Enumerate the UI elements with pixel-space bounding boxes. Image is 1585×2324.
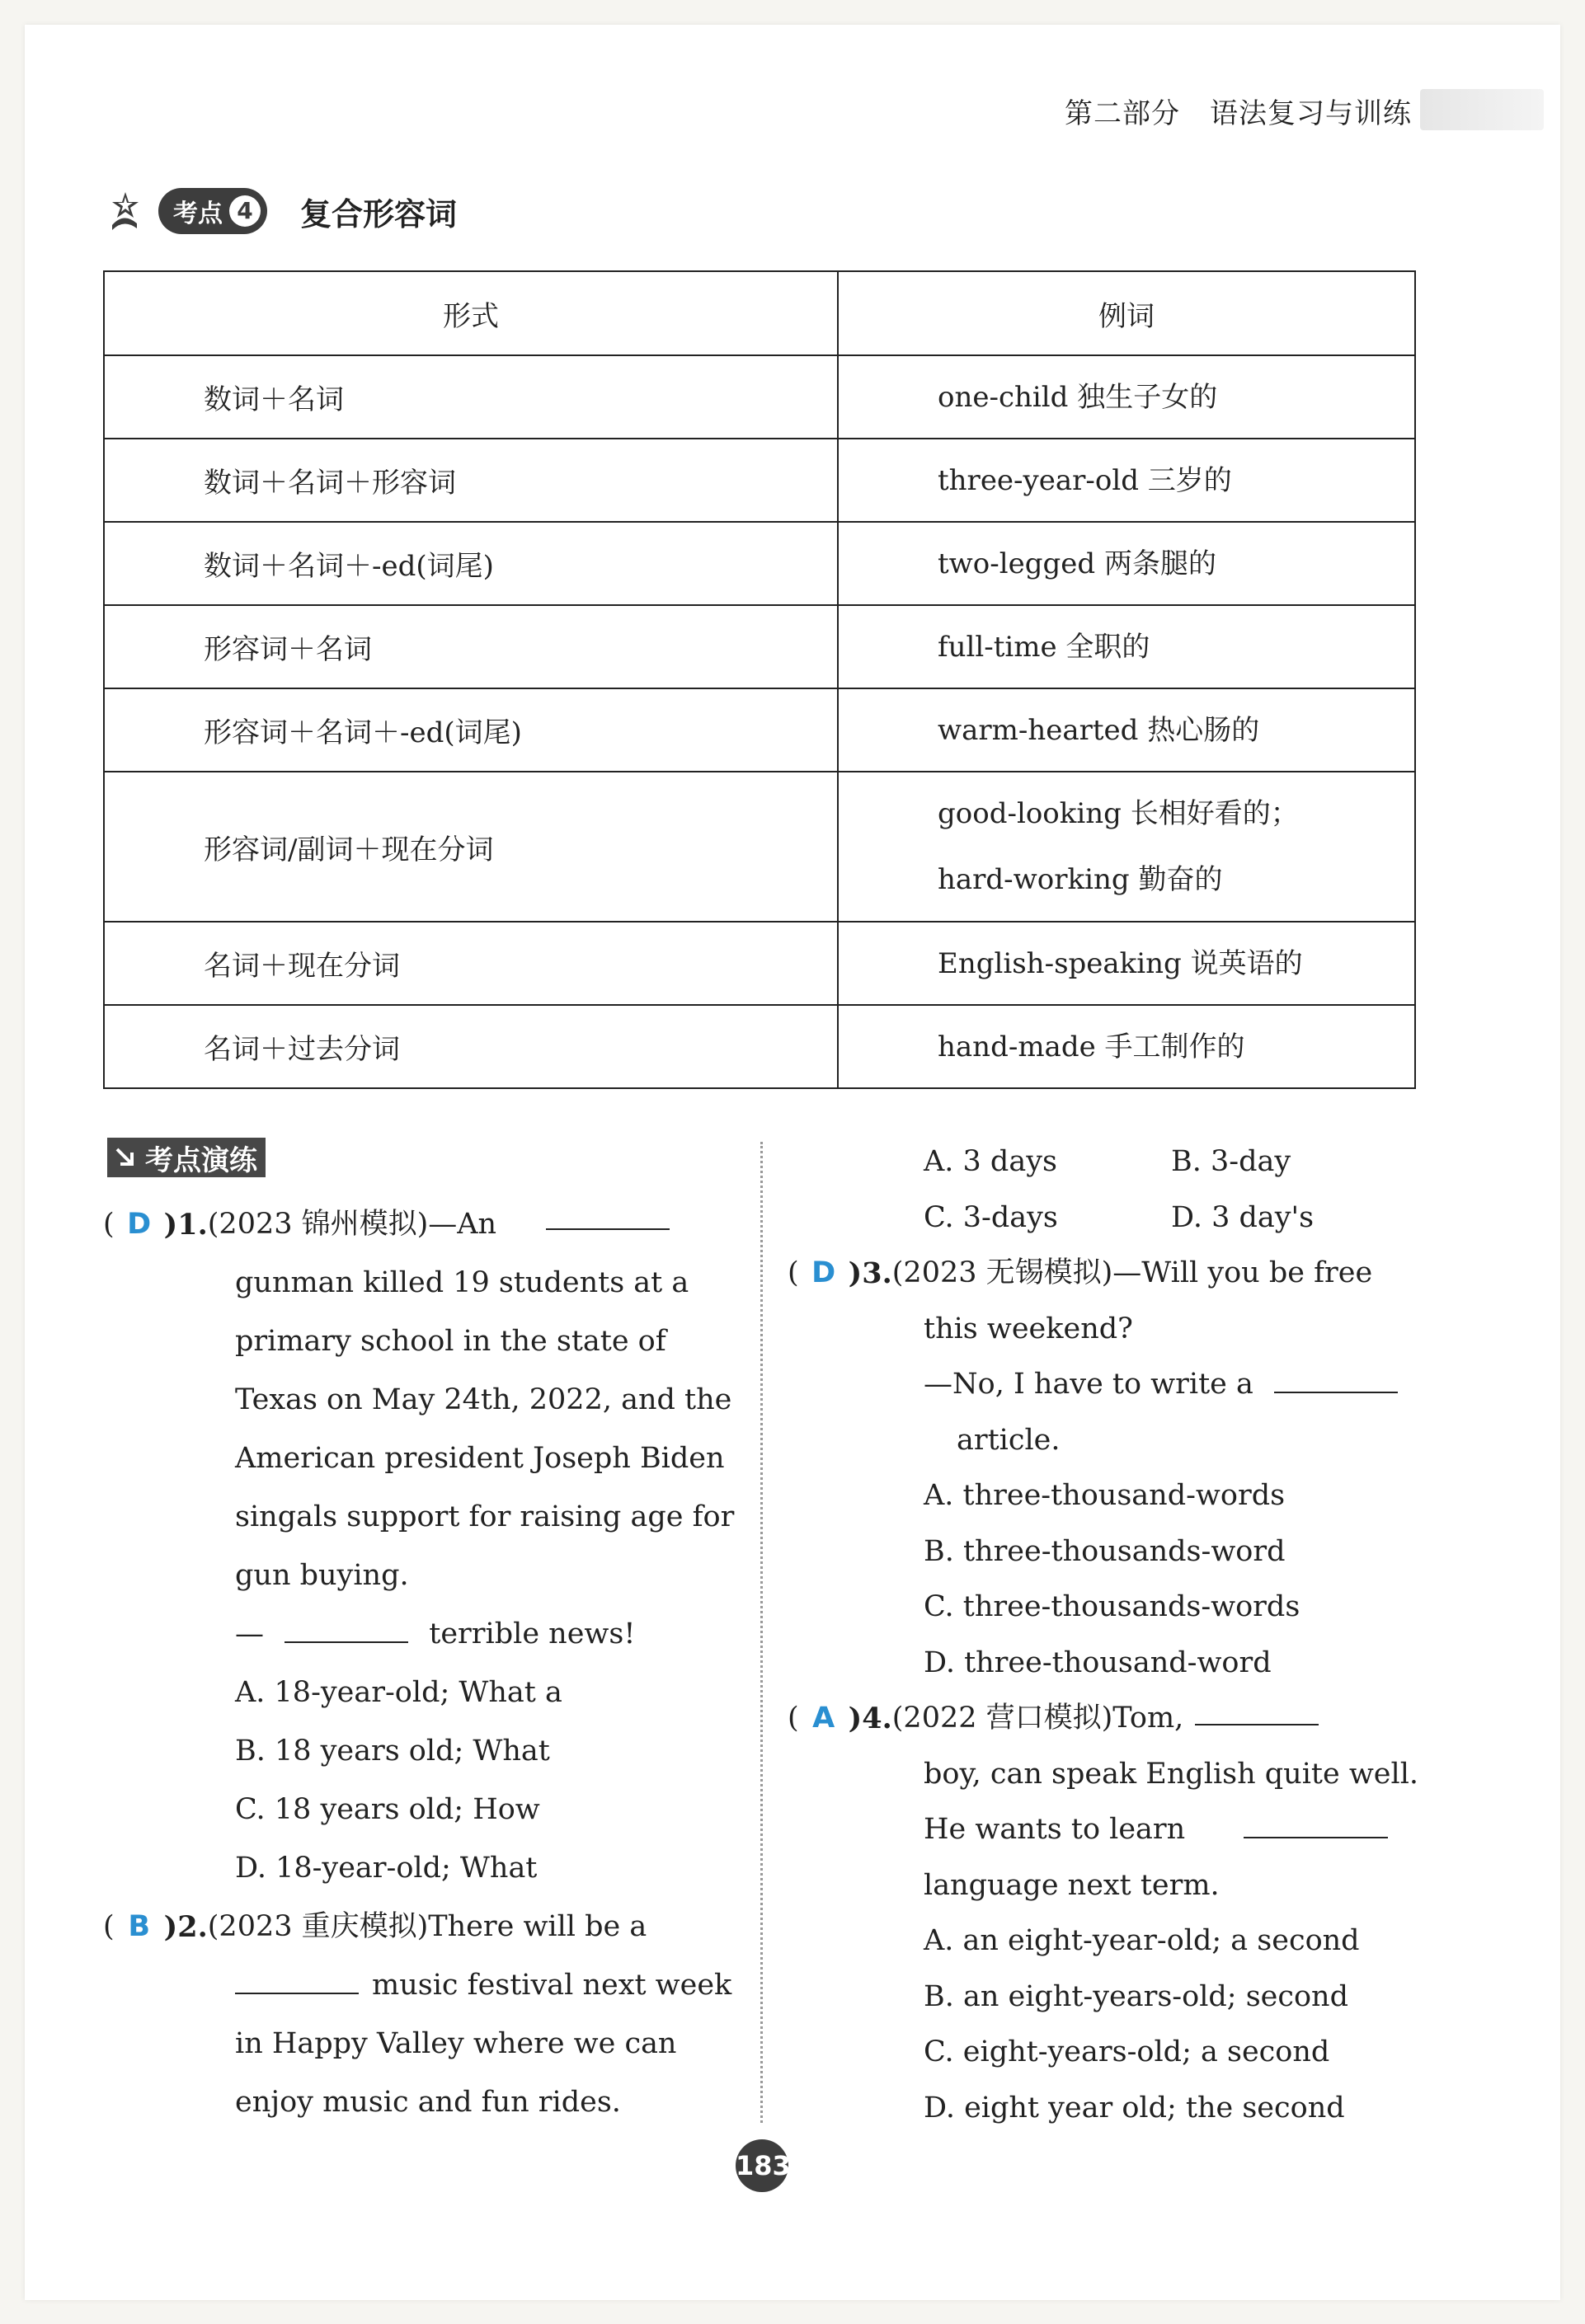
example-text: two-legged 两条腿的 [938,547,1216,580]
left-column [103,1195,738,2132]
question-3 [788,1246,1423,1691]
question-line: enjoy music and fun rides. [235,2086,621,2119]
example-text: hand-made 手工制作的 [938,1030,1245,1063]
answer-blank [285,1608,408,1643]
question-number: )4. [848,1702,892,1735]
option-row [788,1134,1423,1190]
table-header-example: 例词 [838,271,1415,355]
option: B. three-thousands-word [924,1534,1286,1568]
reply-dash: — [235,1617,264,1650]
option: D. 18-year-old; What [235,1852,538,1885]
option: A. 3 days [924,1145,1057,1178]
table-cell-example [838,605,1415,688]
table-cell-example [838,688,1415,772]
table-cell-example [838,922,1415,1005]
paren-open: ( [788,1702,799,1735]
question-line: boy, can speak English quite well. [924,1757,1419,1791]
option: A. three-thousand-words [924,1479,1286,1512]
question-number: )2. [163,1910,208,1944]
example-text: hard-working 勤奋的 [938,863,1223,896]
option: C. 18 years old; How [235,1793,540,1826]
header-title: 语法复习与训练 [1210,97,1412,130]
option: D. eight year old; the second [924,2091,1345,2124]
kaodian-number: 4 [229,195,261,227]
question-number: )3. [848,1256,892,1290]
question-line: (2023 锦州模拟)—An [207,1208,497,1241]
answer-2: B [128,1910,150,1943]
table-cell-example [838,772,1415,922]
exercise-heading [107,1138,266,1177]
option: D. three-thousand-word [924,1646,1272,1679]
arrow-down-right-icon [111,1143,140,1172]
section-title: 复合形容词 [300,195,458,232]
table-row [104,772,1415,922]
table-row [104,439,1415,522]
example-text: good-looking 长相好看的； [938,797,1299,830]
example-text: warm-hearted 热心肠的 [938,713,1260,747]
table-row [104,355,1415,439]
table-cell-form: 形容词/副词＋现在分词 [104,772,838,922]
table-cell-example [838,522,1415,605]
option: A. an eight-year-old; a second [924,1924,1360,1957]
question-line: singals support for raising age for [235,1500,735,1533]
question-1 [103,1195,738,1898]
example-text: one-child 独生子女的 [938,380,1218,414]
table-cell-form: 形容词＋名词＋-ed(词尾) [104,688,838,772]
option: C. eight-years-old; a second [924,2035,1330,2068]
table-cell-form: 名词＋过去分词 [104,1005,838,1088]
page-number: 183 [736,2139,788,2192]
table-cell-form: 数词＋名词＋-ed(词尾) [104,522,838,605]
option: B. 3-day [1171,1145,1291,1178]
question-line: —No, I have to write a [924,1368,1253,1401]
example-text: full-time 全职的 [938,630,1150,664]
reply-line [103,1605,738,1664]
option-row [788,1190,1423,1247]
question-line: American president Joseph Biden [235,1442,725,1475]
header-decoration [1420,89,1544,130]
table-row [104,922,1415,1005]
question-number: )1. [163,1208,208,1242]
table-header-form: 形式 [104,271,838,355]
question-2 [103,1898,738,2132]
question-line: this weekend? [924,1312,1133,1345]
question-line-with-blank [788,1357,1423,1413]
kaodian-label: 考点 [173,200,223,228]
option: C. three-thousands-words [924,1590,1300,1623]
question-line: in Happy Valley where we can [235,2027,677,2060]
question-line: primary school in the state of [235,1325,666,1358]
reply-text: terrible news! [429,1617,636,1650]
table-header-row [104,271,1415,355]
answer-blank [1195,1691,1319,1725]
question-line: article. [957,1423,1061,1457]
question-line-with-blank [103,1956,738,2015]
table-cell-example [838,1005,1415,1088]
answer-4: A [812,1702,835,1735]
paren-open: ( [788,1256,799,1289]
right-column [788,1134,1423,2136]
table-cell-form: 形容词＋名词 [104,605,838,688]
table-cell-form: 名词＋现在分词 [104,922,838,1005]
option: B. an eight-years-old; second [924,1979,1349,2013]
question-4 [788,1691,1423,2136]
reading-star-icon [107,187,155,235]
running-header [1065,91,1412,131]
column-divider [760,1142,763,2123]
option: D. 3 day's [1171,1200,1315,1234]
example-text: English-speaking 说英语的 [938,946,1303,980]
compound-adjective-table [103,270,1416,1089]
question-line-with-blank [788,1802,1423,1858]
question-line: Texas on May 24th, 2022, and the [235,1383,732,1416]
table-row [104,605,1415,688]
section-heading [107,186,457,236]
answer-blank [1244,1804,1388,1838]
example-text: three-year-old 三岁的 [938,463,1232,497]
option: A. 18-year-old; What a [235,1676,562,1709]
table-cell-form: 数词＋名词＋形容词 [104,439,838,522]
question-line: music festival next week [372,1969,732,2002]
question-line: (2023 无锡模拟)—Will you be free [891,1256,1373,1289]
table-row [104,1005,1415,1088]
question-line: gunman killed 19 students at a [235,1266,689,1299]
option: C. 3-days [924,1200,1058,1234]
paren-open: ( [103,1208,115,1241]
answer-blank [235,1960,359,1994]
header-part: 第二部分 [1065,97,1180,130]
table-row [104,522,1415,605]
table-cell-example [838,355,1415,439]
answer-blank [546,1195,670,1230]
option: B. 18 years old; What [235,1735,550,1768]
table-cell-example [838,439,1415,522]
question-line: He wants to learn [924,1813,1186,1846]
paren-open: ( [103,1910,115,1943]
answer-1: D [127,1208,152,1241]
table-cell-form: 数词＋名词 [104,355,838,439]
question-line: (2022 营口模拟)Tom, [891,1702,1184,1735]
question-line: (2023 重庆模拟)There will be a [207,1910,647,1943]
answer-3: D [811,1256,836,1289]
kaodian-badge [158,188,267,234]
question-line: gun buying. [235,1559,409,1592]
answer-blank [1274,1359,1398,1393]
question-line: language next term. [924,1868,1220,1902]
exercise-title: 考点演练 [145,1143,257,1177]
table-row [104,688,1415,772]
